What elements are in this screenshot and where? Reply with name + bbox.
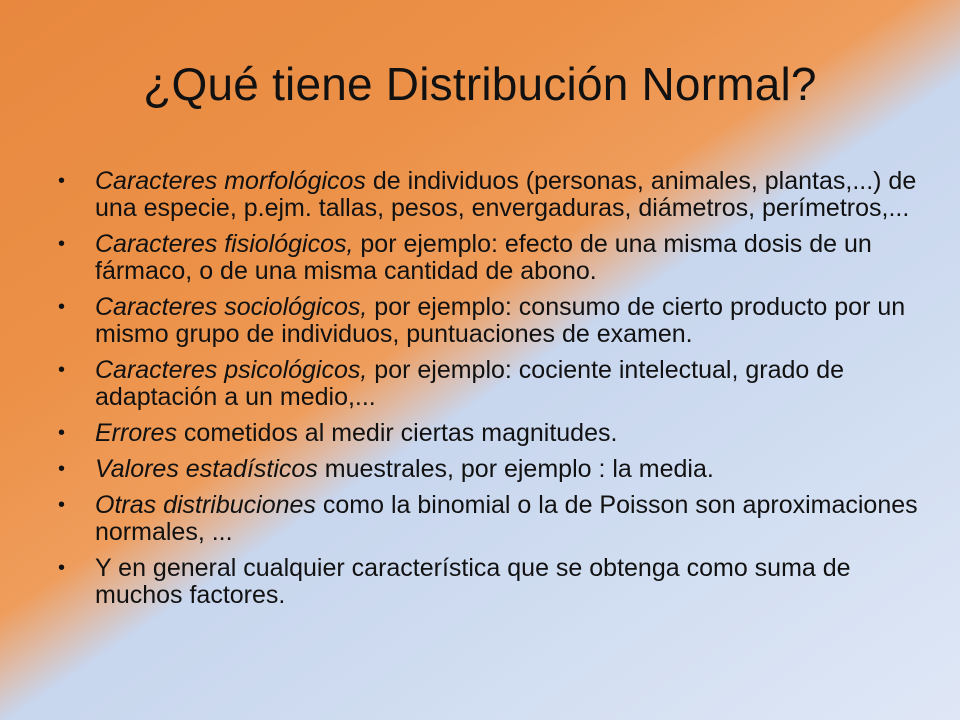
bullet-dot: • — [58, 359, 66, 381]
bullet-term: Caracteres psicológicos, — [95, 356, 368, 384]
slide-title: ¿Qué tiene Distribución Normal? — [143, 58, 817, 110]
bullet-dot: • — [58, 557, 66, 579]
bullet-item — [58, 357, 918, 411]
bullet-term: Errores — [95, 419, 177, 447]
bullet-dot: • — [58, 233, 66, 255]
bullet-text: por ejemplo: consumo de cierto producto por un mismo grupo de individuos, puntuaciones de examen. — [95, 293, 906, 348]
bullet-dot: • — [58, 494, 66, 516]
bullet-text: por ejemplo: efecto de una misma dosis de un fármaco, o de una misma cantidad de abono. — [95, 230, 872, 285]
bullet-term: Caracteres morfológicos — [95, 167, 366, 195]
bullet-dot: • — [58, 296, 66, 318]
bullet-text: de individuos (personas, animales, plantas,...) de una especie, p.ejm. tallas, pesos, envergaduras, diámetros, perímetros,... — [95, 167, 917, 222]
bullet-list — [58, 168, 918, 618]
bullet-item — [58, 168, 918, 222]
bullet-dot: • — [58, 422, 66, 444]
bullet-term: Otras distribuciones — [95, 491, 316, 519]
bullet-item — [58, 555, 918, 609]
bullet-item — [58, 294, 918, 348]
bullet-item — [58, 492, 918, 546]
bullet-text: como la binomial o la de Poisson son aproximaciones normales, ... — [95, 491, 918, 546]
bullet-text: por ejemplo: cociente intelectual, grado de adaptación a un medio,... — [95, 356, 845, 411]
bullet-term: Caracteres sociológicos, — [95, 293, 368, 321]
bullet-item — [58, 456, 918, 483]
bullet-term: Caracteres fisiológicos, — [95, 230, 354, 258]
bullet-text: cometidos al medir ciertas magnitudes. — [176, 419, 618, 447]
bullet-item — [58, 231, 918, 285]
bullet-text: muestrales, por ejemplo : la media. — [317, 455, 714, 483]
bullet-dot: • — [58, 170, 66, 192]
bullet-dot: • — [58, 458, 66, 480]
bullet-text: Y en general cualquier característica que se obtenga como suma de muchos factores. — [95, 554, 851, 609]
bullet-term: Valores estadísticos — [95, 455, 318, 483]
bullet-item — [58, 420, 918, 447]
